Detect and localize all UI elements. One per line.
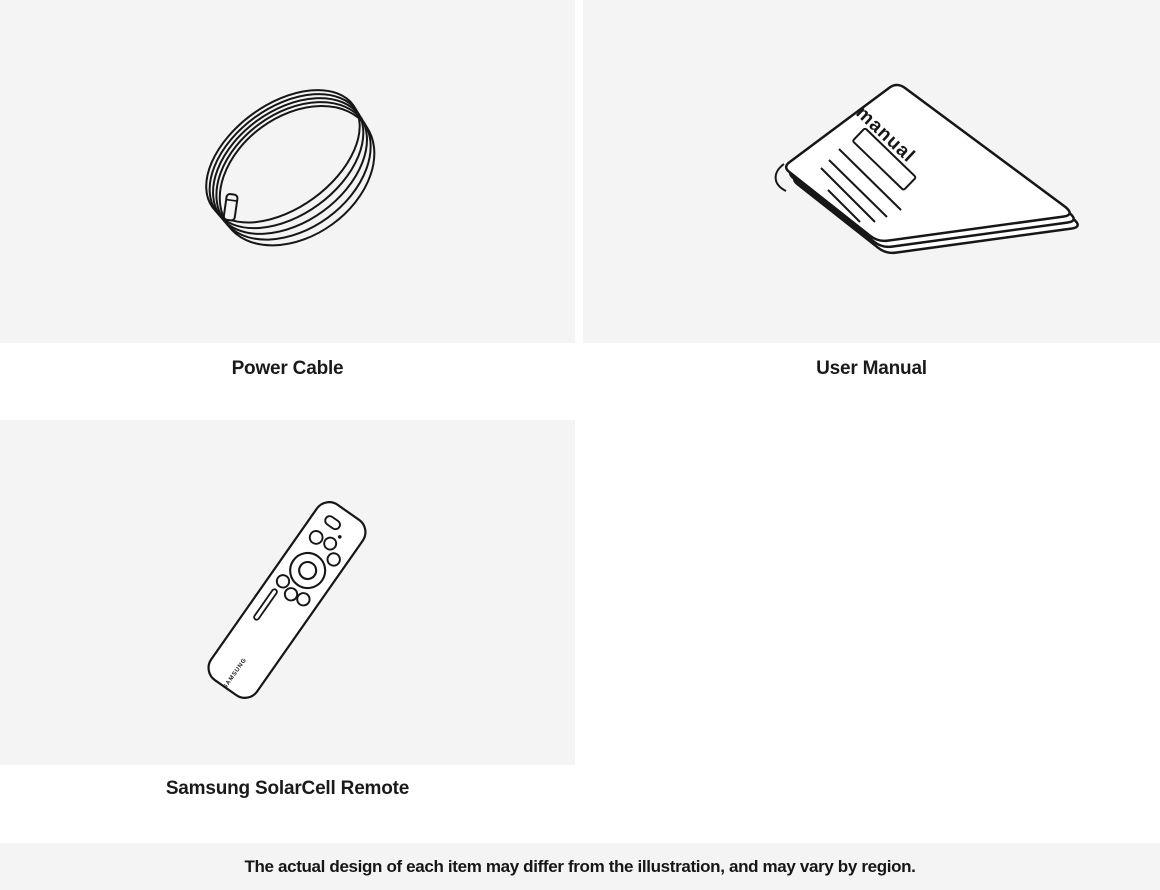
illustration-row-1 — [0, 0, 1160, 343]
power-cable-panel — [0, 0, 575, 343]
user-manual-icon — [583, 0, 1160, 343]
power-cable-label: Power Cable — [231, 358, 344, 379]
caption-row-1 — [0, 343, 1160, 420]
manual-cover-text: manual — [851, 102, 919, 168]
empty-cell — [583, 420, 1160, 765]
user-manual-label: User Manual — [816, 358, 927, 379]
user-manual-panel — [583, 0, 1160, 343]
solarcell-remote-icon — [0, 420, 575, 765]
power-cable-caption — [0, 343, 575, 420]
illustration-row-2 — [0, 420, 1160, 765]
footer-note-bar — [0, 843, 1160, 890]
footer-note-text: The actual design of each item may differ from the illustration, and may vary by region. — [244, 856, 916, 876]
user-manual-caption — [583, 343, 1160, 420]
manual-spine-fold — [776, 164, 786, 191]
remote-label: Samsung SolarCell Remote — [165, 778, 410, 799]
cable-plug — [223, 194, 238, 221]
remote-panel — [0, 420, 575, 765]
manual-cover — [786, 85, 1070, 241]
empty-caption-cell — [583, 765, 1160, 843]
power-cable-icon — [0, 0, 575, 343]
remote-brand-text: SAMSUNG — [222, 657, 249, 691]
caption-row-2 — [0, 765, 1160, 843]
remote-caption — [0, 765, 575, 843]
